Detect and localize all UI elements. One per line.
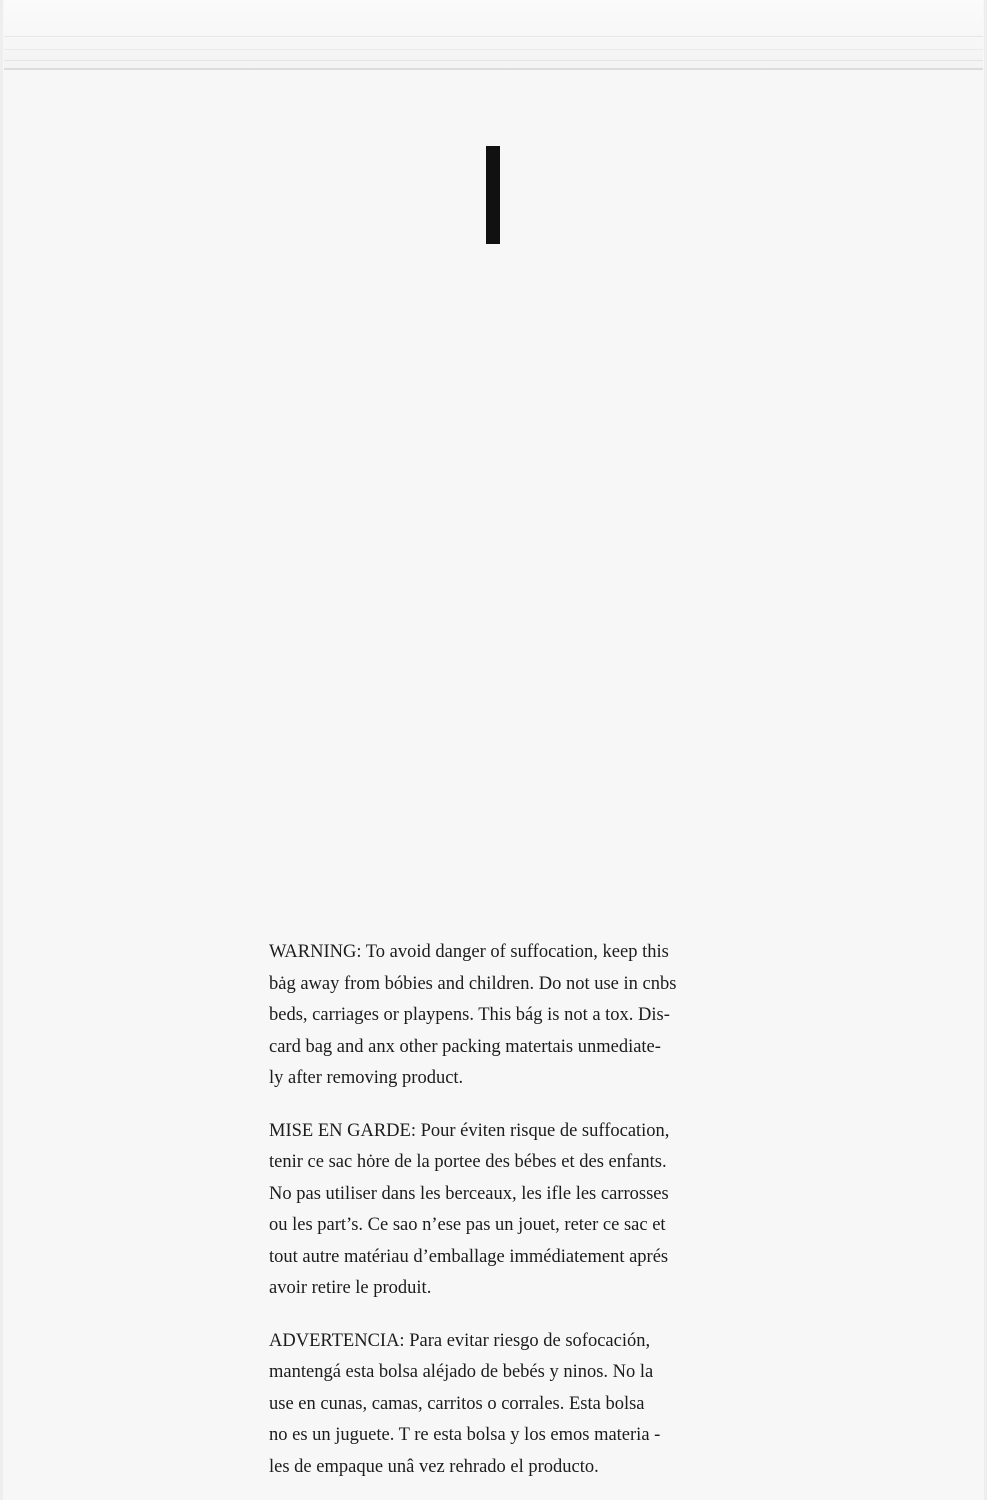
suffocation-warning — [269, 937, 739, 1500]
warning-line: bȧg away from bóbies and children. Do not use in cnbs — [269, 973, 677, 994]
zip-line — [4, 49, 983, 50]
warning-line: MISE EN GARDE: Pour éviten risque de suffocation, — [269, 1120, 670, 1141]
warning-line: WARNING: To avoid danger of suffocation, keep this — [269, 942, 669, 962]
bag-left-seam — [0, 0, 3, 1500]
warning-french — [269, 1116, 739, 1305]
warning-line: les de empaque unâ vez rehrado el producto. — [269, 1456, 599, 1477]
warning-line: tenir ce sac hȯre de la portee des bébes et des enfants. — [269, 1152, 667, 1172]
warning-line: ly after removing product. — [269, 1068, 464, 1088]
warning-english — [269, 937, 739, 1095]
warning-line: beds, carriages or playpens. This bág is not a tox. Dis- — [269, 1005, 670, 1025]
zip-line — [4, 60, 983, 61]
warning-line: avoir retire le produit. — [269, 1278, 432, 1298]
warning-line: ADVERTENCIA: Para evitar riesgo de sofocación, — [269, 1330, 651, 1351]
zip-line — [4, 68, 983, 70]
warning-line: no es un juguete. T re esta bolsa y los emos materia - — [269, 1425, 661, 1445]
warning-line: use en cunas, camas, carritos o corrales. Esta bolsa — [269, 1393, 645, 1414]
warning-line: tout autre matériau d’emballage immédiatement aprés — [269, 1246, 669, 1267]
zip-line — [4, 36, 983, 37]
warning-line: ou les part’s. Ce sao n’ese pas un jouet, reter ce sac et — [269, 1215, 666, 1235]
warning-spanish — [269, 1326, 739, 1484]
warning-line: card bag and anx other packing matertais unmediate- — [269, 1036, 661, 1057]
warning-line: mantengá esta bolsa aléjado de bebés y ninos. No la — [269, 1362, 654, 1382]
warning-line: No pas utiliser dans les berceaux, les ifle les carrosses — [269, 1183, 669, 1204]
hang-slot — [486, 146, 500, 244]
